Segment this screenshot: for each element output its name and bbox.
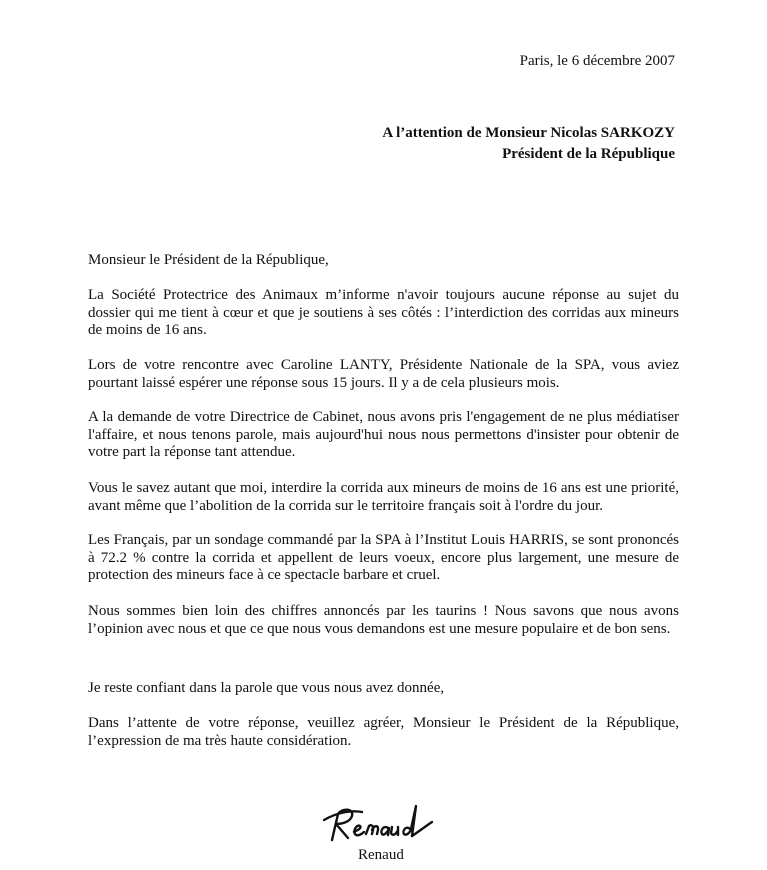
recipient-name: A l’attention de Monsieur Nicolas SARKOZY [382,125,675,141]
recipient-title: Président de la République [502,146,675,162]
letter-date: Paris, le 6 décembre 2007 [519,53,675,69]
paragraph-cabinet-request: A la demande de votre Directrice de Cabinet, nous avons pris l'engagement de ne plus médiatiser l'affaire, et nous tenons parole, mais aujourd'hui nous nous permettons d'insister pour obtenir de votre part la réponse tant attendue. [88,409,679,460]
signer-name: Renaud [358,847,404,863]
paragraph-survey: Les Français, par un sondage commandé par la SPA à l’Institut Louis HARRIS, se sont prononcés à 72.2 % contre la corrida et appellent de leurs voeux, encore plus largement, une mesure de protection des mineurs face à ce spectacle barbare et cruel. [88,532,679,583]
paragraph-meeting: Lors de votre rencontre avec Caroline LANTY, Présidente Nationale de la SPA, vous aviez pourtant laissé espérer une réponse sous 15 jours. Il y a de cela plusieurs mois. [88,357,679,391]
paragraph-closing: Dans l’attente de votre réponse, veuillez agréer, Monsieur le Président de la République, l’expression de ma très haute considération. [88,715,679,749]
recipient-block [382,123,675,165]
paragraph-opinion: Nous sommes bien loin des chiffres annoncés par les taurins ! Nous savons que nous avons l’opinion avec nous et que ce que nous vous demandons est une mesure populaire et de bon sens. [88,603,679,637]
paragraph-confidence: Je reste confiant dans la parole que vous nous avez donnée, [88,680,445,696]
salutation: Monsieur le Président de la République, [88,252,329,268]
handwritten-signature [318,800,438,846]
paragraph-no-response: La Société Protectrice des Animaux m’informe n'avoir toujours aucune réponse au sujet du dossier qui me tient à cœur et que je soutiens à ses côtés : l’interdiction des corridas aux mineurs de moins de 16 ans. [88,287,679,338]
paragraph-priority: Vous le savez autant que moi, interdire la corrida aux mineurs de moins de 16 ans est une priorité, avant même que l’abolition de la corrida sur le territoire français soit à l'ordre du jour. [88,480,679,514]
